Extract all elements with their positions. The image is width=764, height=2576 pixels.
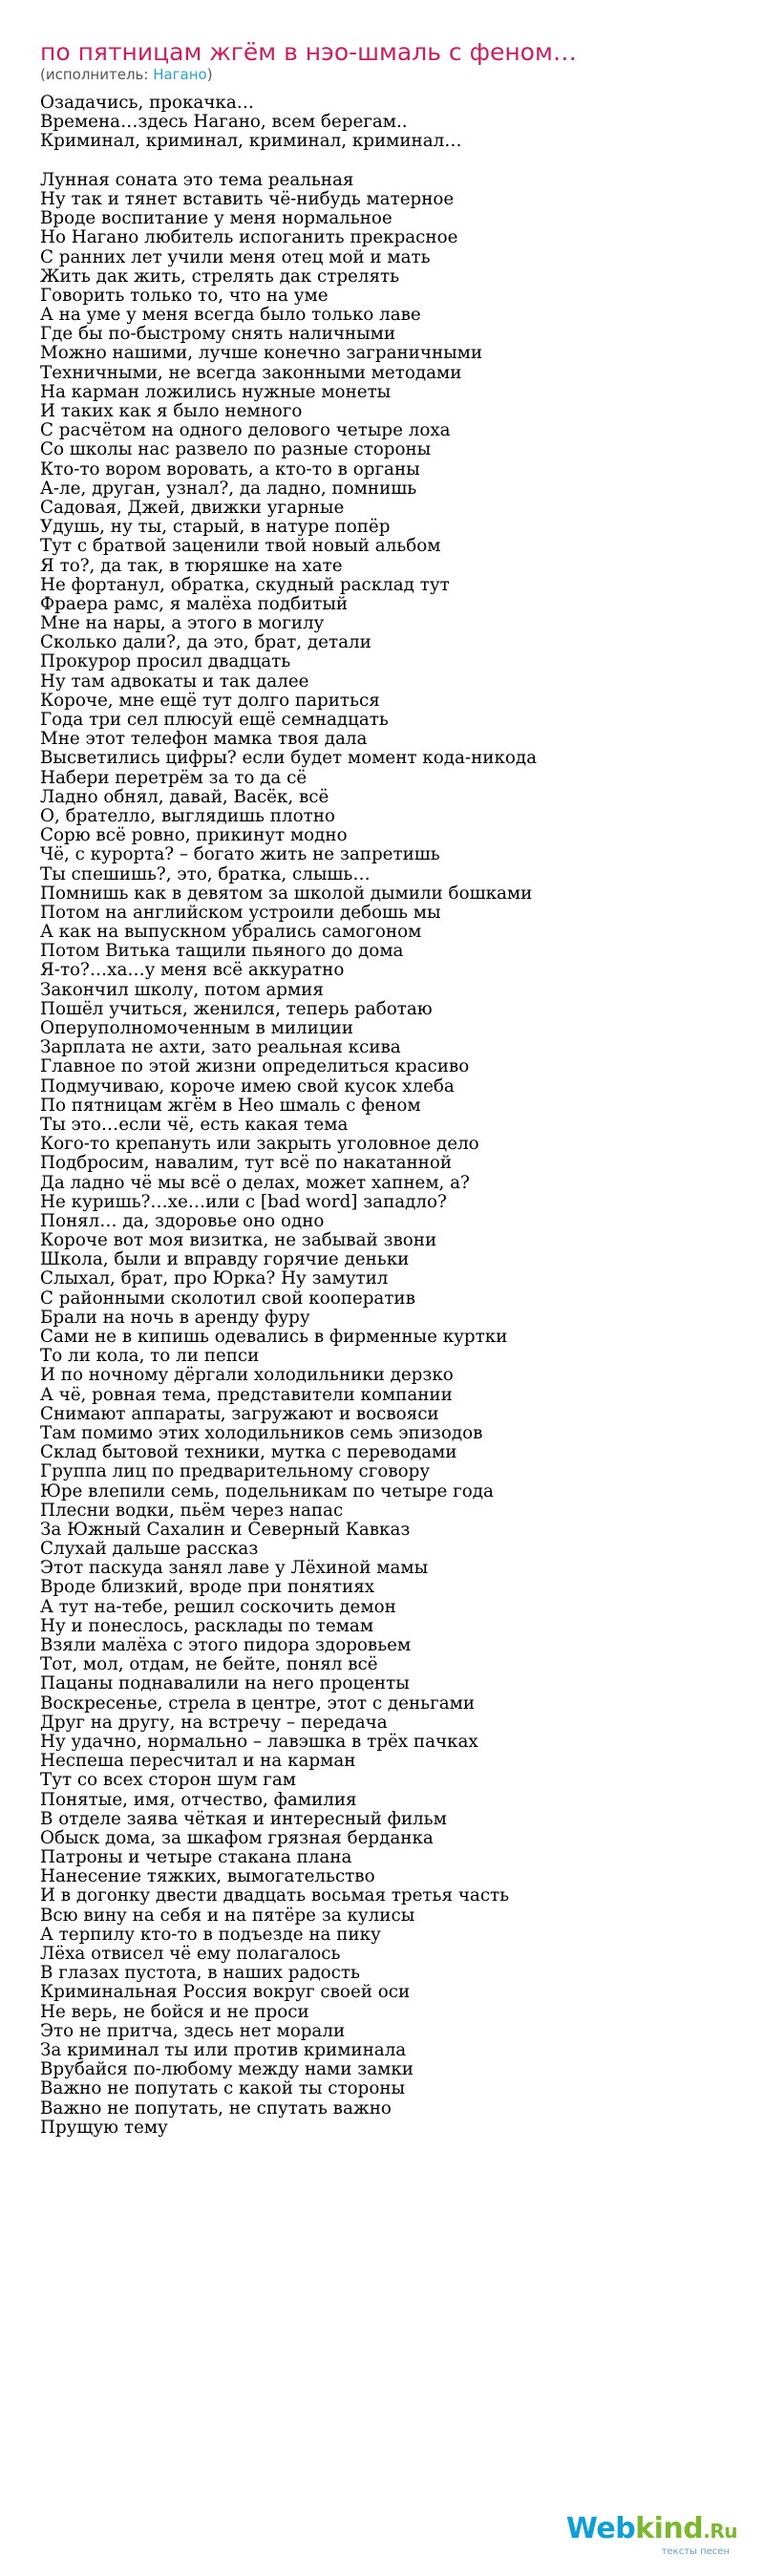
lyric-line: Набери перетрём за то да сё xyxy=(40,767,308,788)
lyric-line: Прущую тему xyxy=(40,2117,168,2138)
lyric-line: Мне на нары, а этого в могилу xyxy=(40,613,325,634)
lyric-line: Там помимо этих холодильников семь эпизодов xyxy=(40,1422,483,1443)
lyric-line: Чё, с курорта? – богато жить не запретишь xyxy=(40,844,440,865)
logo-kind: kind xyxy=(635,2512,704,2545)
lyric-line: Сорю всё ровно, прикинут модно xyxy=(40,825,348,846)
lyric-line: В глазах пустота, в наших радость xyxy=(40,1963,360,1984)
lyric-line: С районными сколотил свой кооператив xyxy=(40,1288,415,1309)
lyric-line: Потом на английском устроили дебошь мы xyxy=(40,902,441,923)
lyric-line: О, брателло, выглядишь плотно xyxy=(40,805,335,826)
lyric-line: Тут со всех сторон шум гам xyxy=(40,1770,296,1791)
artist-link[interactable]: Нагано xyxy=(153,66,207,83)
lyric-line: Этот паскуда занял лаве у Лёхиной мамы xyxy=(40,1558,429,1579)
lyric-line: На карман ложились нужные монеты xyxy=(40,381,392,402)
lyric-line: А-ле, друган, узнал?, да ладно, помнишь xyxy=(40,478,417,499)
lyric-line: Важно не попутать, не спутать важно xyxy=(40,2097,392,2118)
logo-wordmark xyxy=(566,2514,737,2546)
lyric-line: Техничными, не всегда законными методами xyxy=(40,362,462,383)
lyric-line: Но Нагано любитель испоганить прекрасное xyxy=(40,227,458,248)
lyric-line: Можно нашими, лучше конечно заграничными xyxy=(40,343,483,364)
lyric-line: Подмучиваю, короче имею свой кусок хлеба xyxy=(40,1075,455,1096)
lyric-line: Тот, мол, отдам, не бейте, понял всё xyxy=(40,1654,378,1675)
lyric-line: Школа, были и вправду горячие деньки xyxy=(40,1249,410,1270)
lyric-line: И по ночному дёргали холодильники дерзко xyxy=(40,1365,454,1386)
lyric-line: За криминал ты или против криминала xyxy=(40,2039,407,2060)
logo-tld: .Ru xyxy=(703,2520,737,2543)
lyric-line: Сколько дали?, да это, брат, детали xyxy=(40,632,371,653)
lyric-line: Брали на ночь в аренду фуру xyxy=(40,1307,310,1328)
lyric-line: Это не притча, здесь нет морали xyxy=(40,2020,346,2041)
lyric-line: А как на выпускном убрались самогоном xyxy=(40,922,422,943)
lyric-line: Группа лиц по предварительному сговору xyxy=(40,1461,431,1482)
lyric-line: Понятые, имя, отчество, фамилия xyxy=(40,1789,357,1810)
lyric-line: Юре влепили семь, подельникам по четыре года xyxy=(40,1480,494,1501)
lyric-line: И в догонку двести двадцать восьмая третья часть xyxy=(40,1885,510,1906)
lyric-line: Удушь, ну ты, старый, в натуре попёр xyxy=(40,517,391,538)
lyric-line: Плесни водки, пьём через напас xyxy=(40,1500,344,1521)
lyric-line: Потом Витька тащили пьяного до дома xyxy=(40,941,404,962)
lyric-line: То ли кола, то ли пепси xyxy=(40,1346,260,1367)
lyric-line: Слыхал, брат, про Юрка? Ну замутил xyxy=(40,1268,389,1289)
lyric-line: Говорить только то, что на уме xyxy=(40,285,329,306)
lyric-line: Подбросим, навалим, тут всё по накатанной xyxy=(40,1153,453,1174)
lyrics-block xyxy=(40,94,747,2138)
lyric-line: Короче вот моя визитка, не забывай звони xyxy=(40,1230,437,1251)
lyric-line: Со школы нас развело по разные стороны xyxy=(40,439,432,460)
lyric-line: Не верь, не бойся и не проси xyxy=(40,2001,309,2022)
logo-web: Web xyxy=(565,2512,636,2545)
lyric-line: Всю вину на себя и на пятёре за кулисы xyxy=(40,1905,415,1926)
lyric-line: Пошёл учиться, женился, теперь работаю xyxy=(40,998,433,1019)
logo-tagline: тексты песен xyxy=(661,2546,730,2557)
lyric-line: Взяли малёха с этого пидора здоровьем xyxy=(40,1635,412,1655)
lyric-line: Садовая, Джей, движки угарные xyxy=(40,497,345,518)
lyric-line: С расчётом на одного делового четыре лоха xyxy=(40,420,451,441)
artist-line xyxy=(40,66,213,83)
lyric-line: Воскресенье, стрела в центре, этот с деньгами xyxy=(40,1692,476,1714)
lyric-line: Склад бытовой техники, мутка с переводами xyxy=(40,1442,457,1463)
lyric-line: За Южный Сахалин и Северный Кавказ xyxy=(40,1519,411,1540)
lyric-line: Снимают аппараты, загружают и восвояси xyxy=(40,1403,439,1424)
lyric-line: Ладно обнял, давай, Васёк, всё xyxy=(40,786,329,807)
lyric-line: Ну так и тянет вставить чё-нибудь матерное xyxy=(40,188,455,209)
lyric-line: Ну там адвокаты и так далее xyxy=(40,671,309,692)
lyric-line: По пятницам жгём в Нео шмаль с феном xyxy=(40,1095,421,1116)
lyric-line: Понял… да, здоровье оно одно xyxy=(40,1210,325,1231)
lyric-line: Врубайся по-любому между нами замки xyxy=(40,2059,414,2080)
lyric-line: Нанесение тяжких, вымогательство xyxy=(40,1866,375,1887)
lyric-line: Времена…здесь Нагано, всем берегам.. xyxy=(40,112,408,133)
lyric-line: Важно не попутать с какой ты стороны xyxy=(40,2078,406,2099)
lyric-line: Криминал, криминал, криминал, криминал… xyxy=(40,131,462,152)
stanza-break xyxy=(40,152,747,171)
lyric-line: Ну удачно, нормально – лавэшка в трёх пачках xyxy=(40,1731,478,1752)
lyric-line: Не куришь?…хе…или с [bad word] западло? xyxy=(40,1191,447,1212)
lyric-line: Лунная соната это тема реальная xyxy=(40,169,354,190)
artist-suffix: ) xyxy=(206,66,213,83)
lyric-line: Слухай дальше рассказ xyxy=(40,1539,259,1560)
lyric-line: Криминальная Россия вокруг своей оси xyxy=(40,1982,411,2003)
lyric-line: Лёха отвисел чё ему полагалось xyxy=(40,1944,341,1964)
lyric-line: Кого-то крепануть или закрыть уголовное дело xyxy=(40,1134,479,1155)
lyric-line: Главное по этой жизни определиться красиво xyxy=(40,1056,470,1077)
lyric-line: В отделе заява чёткая и интересный фильм xyxy=(40,1808,447,1829)
lyric-line: С ранних лет учили меня отец мой и мать xyxy=(40,246,431,267)
lyric-line: Неспеша пересчитал и на карман xyxy=(40,1751,356,1772)
lyric-line: Года три сел плюсуй ещё семнадцать xyxy=(40,710,389,730)
lyric-line: А чё, ровная тема, представители компании xyxy=(40,1384,453,1405)
lyric-line: Зарплата не ахти, зато реальная ксива xyxy=(40,1037,401,1058)
lyric-line: Друг на другу, на встречу – передача xyxy=(40,1712,388,1733)
artist-prefix: (исполнитель: xyxy=(40,66,154,83)
lyric-line: А терпилу кто-то в подъезде на пику xyxy=(40,1924,381,1945)
lyric-line: А на уме у меня всегда было только лаве xyxy=(40,305,421,326)
lyric-line: Ты спешишь?, это, братка, слышь… xyxy=(40,863,371,884)
lyric-line: Жить дак жить, стрелять дак стрелять xyxy=(40,266,400,287)
lyric-line: И таких как я было немного xyxy=(40,401,303,421)
lyric-line: Я-то?…ха…у меня всё аккуратно xyxy=(40,960,345,981)
lyric-line: Мне этот телефон мамка твоя дала xyxy=(40,729,368,750)
lyric-line: Я то?, да так, в тюряшке на хате xyxy=(40,555,343,576)
lyric-line: Кто-то вором воровать, а кто-то в органы xyxy=(40,458,420,479)
lyric-line: Сами не в кипишь одевались в фирменные куртки xyxy=(40,1327,508,1347)
lyric-line: Короче, мне ещё тут долго париться xyxy=(40,690,380,711)
lyric-line: Фраера рамс, я малёха подбитый xyxy=(40,593,349,614)
lyric-line: Прокурор просил двадцать xyxy=(40,651,291,672)
lyric-line: Тут с братвой заценили твой новый альбом xyxy=(40,536,441,557)
lyric-line: Да ладно чё мы всё о делах, может хапнем, а? xyxy=(40,1172,470,1193)
lyric-line: Где бы по-быстрому снять наличными xyxy=(40,324,396,345)
lyric-line: Обыск дома, за шкафом грязная берданка xyxy=(40,1827,434,1848)
lyric-line: А тут на-тебе, решил соскочить демон xyxy=(40,1596,396,1617)
site-logo[interactable] xyxy=(566,2514,737,2558)
lyric-line: Помнишь как в девятом за школой дымили бошками xyxy=(40,883,533,904)
lyric-line: Ну и понеслось, расклады по темам xyxy=(40,1615,374,1636)
lyric-line: Озадачись, прокачка… xyxy=(40,93,255,113)
song-title: по пятницам жгём в нэо-шмаль с феном… xyxy=(40,38,577,66)
lyric-line: Закончил школу, потом армия xyxy=(40,979,324,1000)
lyric-line: Пацаны поднавалили на него проценты xyxy=(40,1673,410,1694)
lyric-line: Вроде воспитание у меня нормальное xyxy=(40,208,393,229)
lyric-line: Высветились цифры? если будет момент кода-никода xyxy=(40,748,538,769)
lyric-line: Патроны и четыре стакана плана xyxy=(40,1847,352,1868)
lyric-line: Вроде близкий, вроде при понятиях xyxy=(40,1577,375,1598)
lyric-line: Оперуполномоченным в милиции xyxy=(40,1018,353,1038)
lyric-line: Ты это…если чё, есть какая тема xyxy=(40,1114,349,1135)
lyric-line: Не фортанул, обратка, скудный расклад тут xyxy=(40,574,450,595)
